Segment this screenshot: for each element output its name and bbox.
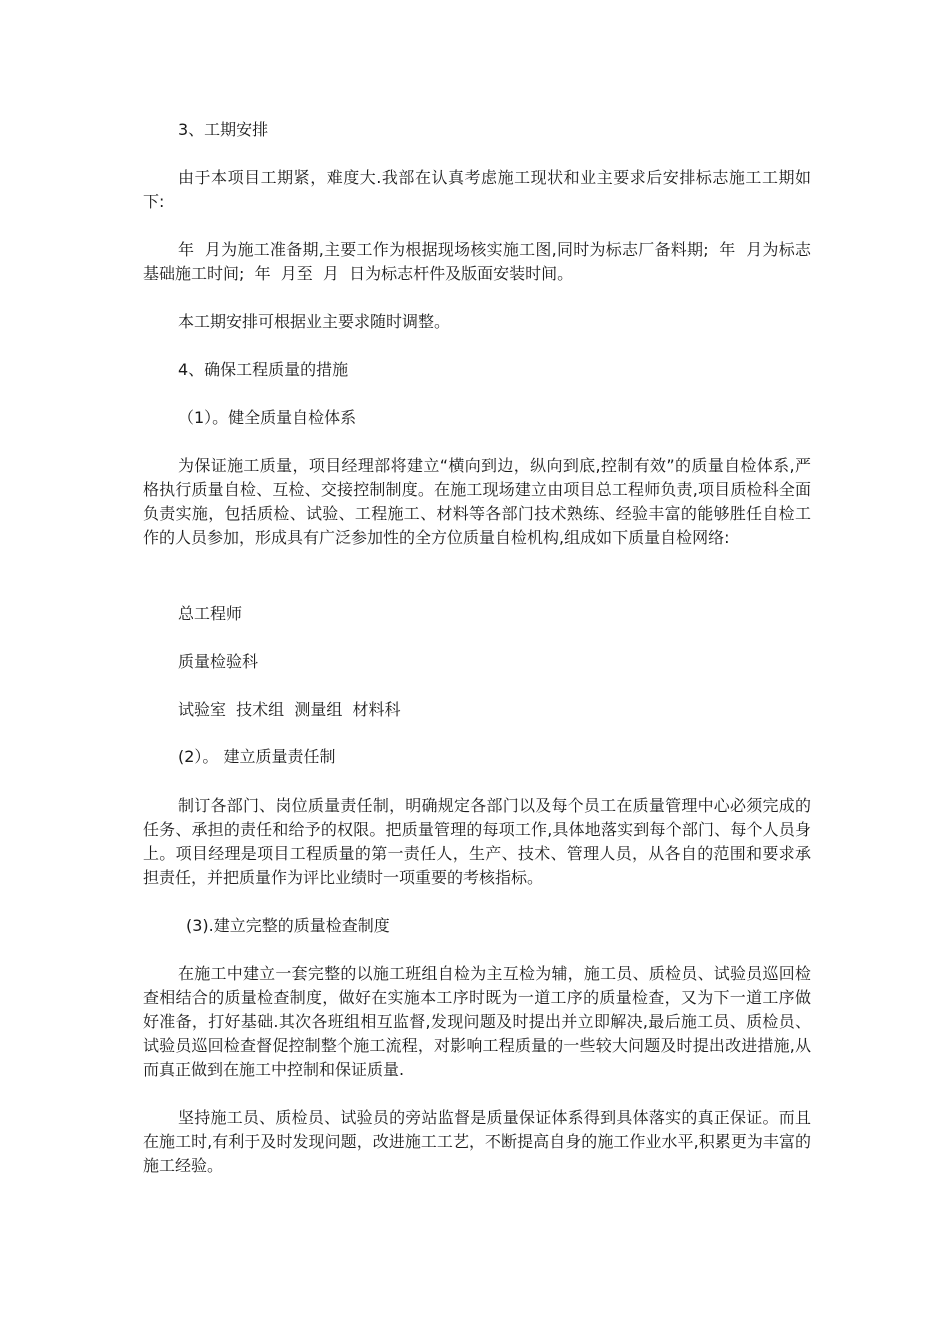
section-4-2-heading: (2）。 建立质量责任制 [178, 747, 336, 766]
section-3-paragraph-2: 年 月为施工准备期,主要工作为根据现场核实施工图,同时为标志厂备料期; 年 月为标志基础施工时间; 年 月至 月 日为标志杆件及版面安装时间。 [143, 240, 811, 283]
section-4-1-paragraph: 为保证施工质量，项目经理部将建立“横向到边，纵向到底,控制有效”的质量自检体系,严格执行质量自检、互检、交接控制制度。在施工现场建立由项目总工程师负责,项目质检科全面负责实施，包括质检、试验、工程施工、材料等各部门技术熟练、经验丰富的能够胜任自检工作的人员参加，形成具有广泛参加性的全方位质量自检机构,组成如下质量自检网络: [143, 456, 811, 547]
section-4-3-paragraph-2: 坚持施工员、质检员、试验员的旁站监督是质量保证体系得到具体落实的真正保证。而且在施工时,有利于及时发现问题，改进施工工艺，不断提高自身的施工作业水平,积累更为丰富的施工经验。 [143, 1108, 811, 1175]
section-4-heading: 4、确保工程质量的措施 [178, 360, 349, 379]
org-chart-level-2: 质量检验科 [178, 652, 259, 671]
section-4-1-heading: （1）。健全质量自检体系 [178, 408, 357, 427]
section-4-2-paragraph: 制订各部门、岗位质量责任制，明确规定各部门以及每个员工在质量管理中心必须完成的任务、承担的责任和给予的权限。把质量管理的每项工作,具体地落实到每个部门、每个人员身上。项目经理是项目工程质量的第一责任人，生产、技术、管理人员，从各自的范围和要求承担责任，并把质量作为评比业绩时一项重要的考核指标。 [143, 796, 811, 887]
section-3-heading: 3、工期安排 [178, 120, 269, 139]
section-3-paragraph-3: 本工期安排可根据业主要求随时调整。 [178, 312, 451, 331]
section-4-3-paragraph-1: 在施工中建立一套完整的以施工班组自检为主互检为辅，施工员、质检员、试验员巡回检查相结合的质量检查制度，做好在实施本工序时既为一道工序的质量检查，又为下一道工序做好准备，打好基础.其次各班组相互监督,发现问题及时提出并立即解决,最后施工员、质检员、试验员巡回检查督促控制整个施工流程，对影响工程质量的一些较大问题及时提出改进措施,从而真正做到在施工中控制和保证质量. [143, 964, 811, 1079]
org-chart-level-1: 总工程师 [178, 604, 243, 623]
section-3-paragraph-1: 由于本项目工期紧，难度大.我部在认真考虑施工现状和业主要求后安排标志施工工期如下: [143, 168, 811, 211]
section-4-3-heading: (3).建立完整的质量检查制度 [186, 916, 390, 935]
org-chart-level-3: 试验室 技术组 测量组 材料科 [178, 700, 401, 719]
